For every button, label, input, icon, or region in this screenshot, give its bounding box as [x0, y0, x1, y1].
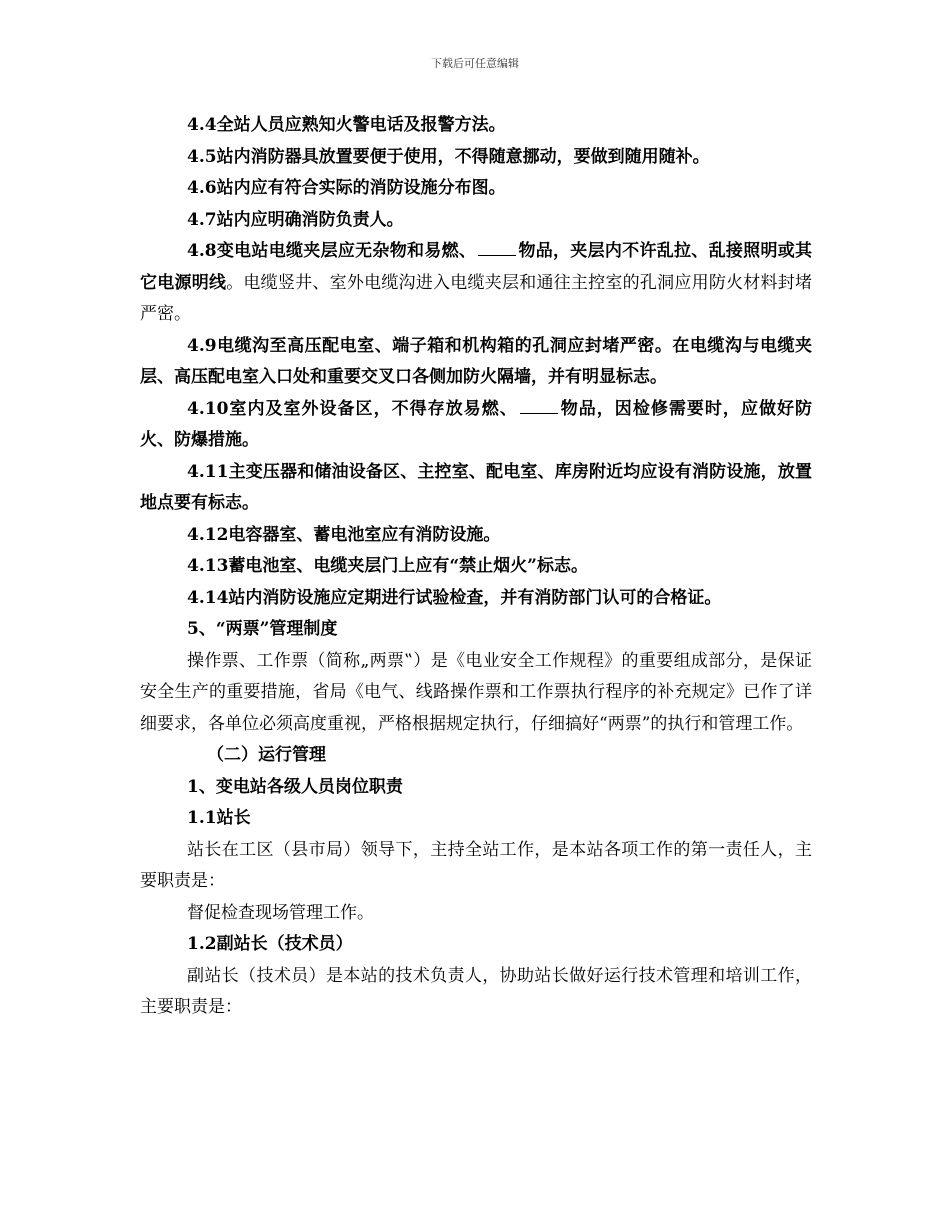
section-5-body: 操作票、工作票（简称„两票‟）是《电业安全工作规程》的重要组成部分，是保证安全生产的重要措施，省局《电气、线路操作票和工作票执行程序的补充规定》已作了详细要求，各单位必须高度重视，严格根据规定执行，仔细搞好“两票”的执行和管理工作。: [140, 650, 812, 734]
paragraph-4-8-part-a: 4.8变电站电缆夹层应无杂物和易燃、: [187, 241, 477, 261]
paragraph-4-4: 4.4全站人员应熟知火警电话及报警方法。: [187, 115, 506, 135]
section-1-2-body: 副站长（技术员）是本站的技术负责人，协助站长做好运行技术管理和培训工作，主要职责是：: [140, 965, 812, 1017]
paragraph-4-5: 4.5站内消防器具放置要便于使用，不得随意挪动，要做到随用随补。: [187, 146, 710, 167]
paragraph-4-6: 4.6站内应有符合实际的消防设施分布图。: [187, 178, 506, 198]
paragraph-4-11: 4.11主变压器和储油设备区、主控室、配电室、库房附近均应设有消防设施，放置地点要有标志。: [140, 461, 812, 513]
paragraph-4-10-part-a: 4.10室内及室外设备区，不得存放易燃、: [187, 398, 518, 419]
blank-line: [478, 238, 516, 256]
paragraph-4-10-part-b: 物品，因检修需要时，应做好防火、防爆措施。: [140, 398, 813, 450]
page-header: 下载后可任意编辑: [431, 57, 519, 70]
section-1-1-duty: 督促检查现场管理工作。: [187, 902, 374, 923]
paragraph-4-12: 4.12电容器室、蓄电池室应有消防设施。: [187, 524, 501, 545]
paragraph-4-10: [140, 394, 812, 457]
section-5-title: 5、“两票”管理制度: [187, 619, 338, 639]
part-2-title: （二）运行管理: [207, 745, 326, 765]
paragraph-4-8: [140, 236, 812, 331]
paragraph-4-8-part-b: 物品，夹层内不许乱拉、乱接照明或其它电源明线: [140, 241, 813, 293]
document-body: [140, 110, 812, 1024]
paragraph-4-8-part-c: 。电缆竖井、室外电缆沟进入电缆夹层和通往主控室的孔洞应用防火材料封堵严密。: [140, 272, 813, 324]
paragraph-4-13: 4.13蓄电池室、电缆夹层门上应有“禁止烟火”标志。: [187, 556, 588, 576]
paragraph-4-7: 4.7站内应明确消防负责人。: [187, 209, 404, 230]
blank-line: [520, 396, 558, 414]
section-1-1-body: 站长在工区（县市局）领导下，主持全站工作，是本站各项工作的第一责任人，主要职责是：: [140, 839, 812, 891]
section-1-1-title: 1.1站长: [187, 808, 251, 828]
paragraph-4-14: 4.14站内消防设施应定期进行试验检查，并有消防部门认可的合格证。: [187, 587, 722, 608]
section-1-2-title: 1.2副站长（技术员）: [187, 934, 353, 954]
paragraph-4-9: 4.9电缆沟至高压配电室、端子箱和机构箱的孔洞应封堵严密。在电缆沟与电缆夹层、高压配电室入口处和重要交叉口各侧加防火隔墙，并有明显标志。: [140, 335, 812, 387]
section-1-title: 1、变电站各级人员岗位职责: [187, 776, 403, 797]
